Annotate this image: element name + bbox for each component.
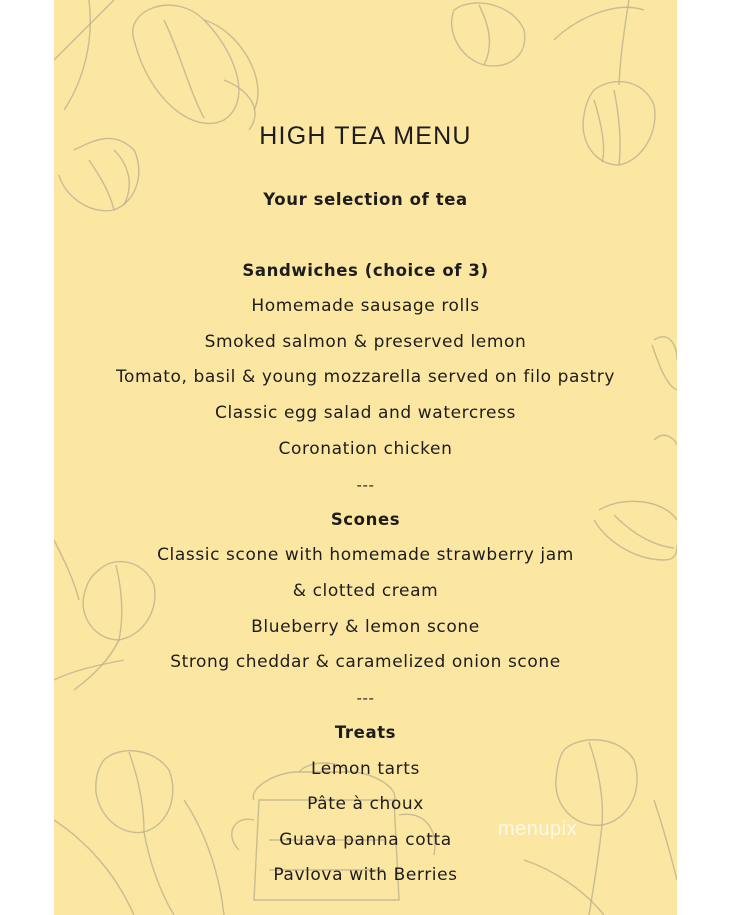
scone-item: Blueberry & lemon scone (251, 617, 480, 637)
tea-heading: Your selection of tea (263, 190, 468, 209)
scones-heading: Scones (330, 510, 401, 529)
menu-card (54, 0, 677, 915)
scone-item: Strong cheddar & caramelized onion scone (170, 652, 561, 672)
sandwich-item: Smoked salmon & preserved lemon (204, 332, 527, 352)
sandwich-item: Classic egg salad and watercress (214, 403, 517, 423)
treat-item: Guava panna cotta (279, 830, 452, 850)
treats-heading: Treats (334, 723, 397, 742)
sandwich-item: Coronation chicken (278, 439, 453, 459)
section-separator: --- (356, 476, 375, 494)
scone-item: & clotted cream (292, 581, 439, 601)
menu-content (54, 0, 677, 915)
sandwich-item: Tomato, basil & young mozzarella served on filo pastry (115, 367, 616, 387)
menu-title: HIGH TEA MENU (259, 122, 472, 150)
menupix-watermark: menupix (498, 818, 578, 840)
treat-item: Lemon tarts (311, 759, 420, 779)
treat-item: Pâte à choux (307, 794, 424, 814)
treat-item: Pavlova with Berries (273, 865, 458, 885)
sandwiches-heading: Sandwiches (choice of 3) (242, 261, 489, 280)
scone-item: Classic scone with homemade strawberry jam (157, 545, 574, 565)
sandwich-item: Homemade sausage rolls (251, 296, 480, 316)
section-separator: --- (356, 689, 375, 707)
